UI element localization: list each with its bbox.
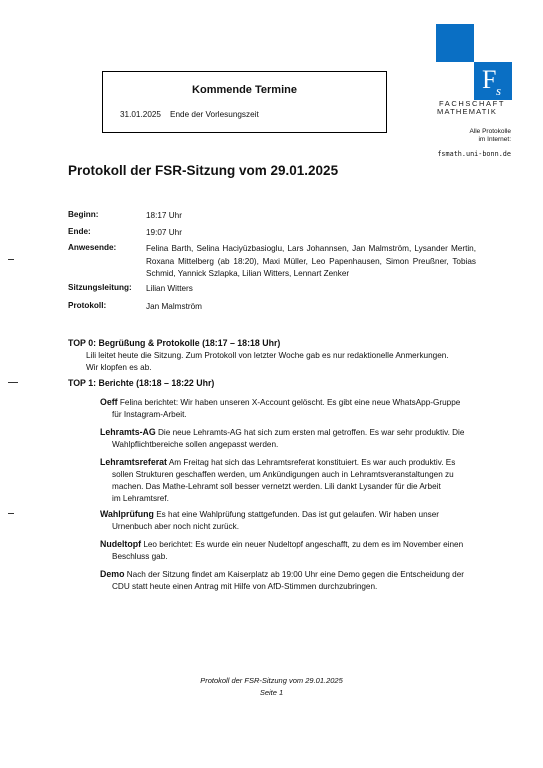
report-nudeltopf xyxy=(100,538,476,563)
report-keyword: Wahlprüfung xyxy=(100,509,154,519)
report-text: Wahlpflichtbereiche sollen angepasst werden. xyxy=(112,440,279,449)
top1-heading: TOP 1: Berichte (18:18 – 18:22 Uhr) xyxy=(68,378,215,388)
top0-line: Lili leitet heute die Sitzung. Zum Protokoll von letzter Woche gab es nur redaktionelle Anmerkungen. xyxy=(86,351,449,360)
report-text: machen. Das Mathe-Lehramt soll besser vernetzt werden. Lili dankt Lysander für die Arbeit xyxy=(112,482,441,491)
report-text: Felina berichtet: Wir haben unseren X-Account gelöscht. Es gibt eine neue WhatsApp-Gruppe xyxy=(119,398,461,407)
info-label-chair: Sitzungsleitung: xyxy=(68,283,132,292)
info-label-minutes: Protokoll: xyxy=(68,301,107,310)
archive-note: im Internet: xyxy=(478,136,511,143)
upcoming-date: 31.01.2025 xyxy=(120,110,161,119)
info-value-chair: Lilian Witters xyxy=(146,284,193,293)
report-text: Beschluss gab. xyxy=(112,552,168,561)
report-text: Am Freitag hat sich das Lehramtsreferat konstituiert. Es war auch produktiv. Es xyxy=(168,458,456,467)
archive-url[interactable]: fsmath.uni-bonn.de xyxy=(437,150,511,158)
margin-mark xyxy=(8,382,18,383)
report-demo xyxy=(100,568,476,593)
report-text: CDU statt heute einen Antrag mit Hilfe von AfD-Stimmen durchzubringen. xyxy=(112,582,378,591)
svg-text:s: s xyxy=(496,83,502,98)
report-keyword: Oeff xyxy=(100,397,118,407)
upcoming-date-event: Ende der Vorlesungszeit xyxy=(170,110,259,119)
report-text: Es hat eine Wahlprüfung stattgefunden. Das ist gut gelaufen. Wir haben unser xyxy=(156,510,439,519)
top0-line: Wir klopfen es ab. xyxy=(86,363,152,372)
report-keyword: Nudeltopf xyxy=(100,539,142,549)
margin-mark xyxy=(8,513,14,514)
margin-mark xyxy=(8,259,14,260)
report-text: im Lehramtsref. xyxy=(112,494,169,503)
info-label-start: Beginn: xyxy=(68,210,99,219)
logo-text-mathematik: MATHEMATIK xyxy=(437,107,498,116)
report-keyword: Lehramts-AG xyxy=(100,427,156,437)
page-number: Seite 1 xyxy=(259,688,284,697)
info-label-end: Ende: xyxy=(68,227,91,236)
report-text: Leo berichtet: Es wurde ein neuer Nudeltopf angeschafft, zu dem es im November einen xyxy=(143,540,464,549)
report-keyword: Lehramtsreferat xyxy=(100,457,167,467)
report-text: Nach der Sitzung findet am Kaiserplatz ab 19:00 Uhr eine Demo gegen die Entscheidung der xyxy=(126,570,464,579)
page-title: Protokoll der FSR-Sitzung vom 29.01.2025 xyxy=(68,163,339,178)
logo-text-fachschaft: FACHSCHAFT xyxy=(439,99,506,108)
info-label-attendees: Anwesende: xyxy=(68,243,117,252)
svg-text:F: F xyxy=(482,65,497,94)
fachschaft-logo xyxy=(436,24,512,100)
archive-note: Alle Protokolle xyxy=(469,128,511,135)
report-text: sollen Strukturen geschaffen werden, um Ankündigungen auch in Lehramtsveranstaltungen zu xyxy=(112,470,454,479)
info-value-end: 19:07 Uhr xyxy=(146,228,182,237)
info-value-attendees: Felina Barth, Selina Haciyüzbasioglu, Lars Johannsen, Jan Malmström, Lysander Mertin, Roxana Mittelberg (ab 18:20), Maxi Müller, Leo Papenhausen, Simon Preußner, Tobias Schmid, Yannick Szlapka, Lilian Witters, Lennart Zenker xyxy=(146,244,476,278)
upcoming-dates-box xyxy=(102,71,387,133)
report-wahlpruefung xyxy=(100,508,476,533)
footer-title: Protokoll der FSR-Sitzung vom 29.01.2025 xyxy=(200,676,343,685)
report-keyword: Demo xyxy=(100,569,125,579)
report-text: für Instagram-Arbeit. xyxy=(112,410,187,419)
report-text: Die neue Lehramts-AG hat sich zum ersten mal getroffen. Es war sehr produktiv. Die xyxy=(158,428,465,437)
report-text: Urnenbuch aber noch nicht zurück. xyxy=(112,522,239,531)
upcoming-dates-title: Kommende Termine xyxy=(192,84,297,96)
report-lehramtsreferat xyxy=(100,456,476,505)
info-value-start: 18:17 Uhr xyxy=(146,211,182,220)
report-lehramts-ag xyxy=(100,426,476,451)
report-oeff xyxy=(100,396,476,421)
top0-heading: TOP 0: Begrüßung & Protokolle (18:17 – 18:18 Uhr) xyxy=(68,338,281,348)
info-value-minutes: Jan Malmström xyxy=(146,302,202,311)
